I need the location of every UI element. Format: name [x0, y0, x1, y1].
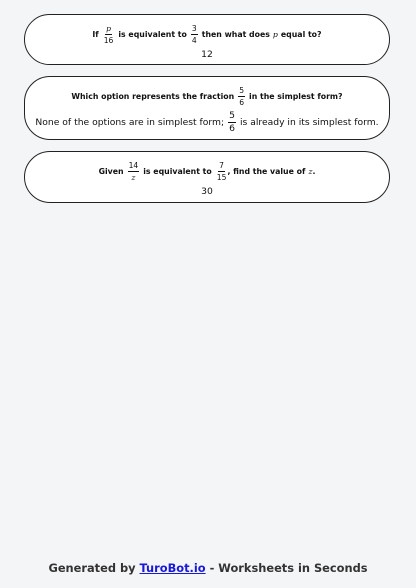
- q1-fraction-2-numerator: 3: [191, 25, 198, 35]
- q2-post: in the simplest form?: [249, 92, 343, 102]
- question-card-1: [24, 14, 390, 65]
- q3-variable: z: [308, 167, 313, 177]
- answer-3: 30: [201, 186, 213, 197]
- q3-fraction-2-numerator: 7: [218, 162, 225, 172]
- q2-fraction: [238, 87, 245, 106]
- q3-post-1: , find the value of: [227, 167, 306, 177]
- footer-pre: Generated by: [48, 561, 136, 575]
- q1-pre: If: [92, 30, 99, 40]
- question-2-text: [25, 87, 389, 106]
- question-3-text: [25, 162, 389, 181]
- a2-post: is already in its simplest form.: [239, 116, 379, 128]
- q3-fraction-1-denominator: z: [131, 172, 136, 182]
- q3-post-2: .: [312, 167, 316, 177]
- q3-fraction-1-numerator: 14: [128, 162, 140, 172]
- q1-fraction-2-denominator: 4: [191, 35, 197, 45]
- q1-post-2: equal to?: [280, 30, 322, 40]
- question-1-text: [25, 25, 389, 44]
- q1-fraction-1-denominator: 16: [103, 35, 114, 45]
- q3-fraction-2-denominator: 15: [216, 172, 227, 182]
- question-card-3: [24, 151, 390, 203]
- q3-mid: is equivalent to: [143, 167, 212, 177]
- answer-1: 12: [201, 49, 213, 60]
- q3-pre: Given: [98, 167, 124, 177]
- a2-fraction: [228, 111, 236, 133]
- q2-pre: Which option represents the fraction: [71, 92, 235, 102]
- q1-fraction-2: [191, 25, 198, 44]
- q1-mid: is equivalent to: [118, 30, 187, 40]
- q2-fraction-numerator: 5: [238, 87, 245, 97]
- a2-fraction-denominator: 6: [229, 123, 235, 135]
- question-card-2: [24, 76, 390, 140]
- footer-post: - Worksheets in Seconds: [209, 561, 368, 575]
- q1-fraction-1: [103, 25, 115, 44]
- q1-post-1: then what does: [201, 30, 270, 40]
- footer: [0, 561, 416, 575]
- a2-pre: None of the options are in simplest form;: [35, 116, 225, 128]
- turobot-link[interactable]: TuroBot.io: [139, 561, 206, 575]
- q1-variable: p: [272, 30, 278, 40]
- answer-2: [25, 111, 389, 133]
- a2-fraction-numerator: 5: [229, 110, 235, 121]
- q2-fraction-denominator: 6: [239, 97, 245, 107]
- q3-fraction-2: [216, 162, 228, 181]
- q3-fraction-1: [128, 162, 140, 181]
- q1-fraction-1-numerator: p: [105, 25, 112, 35]
